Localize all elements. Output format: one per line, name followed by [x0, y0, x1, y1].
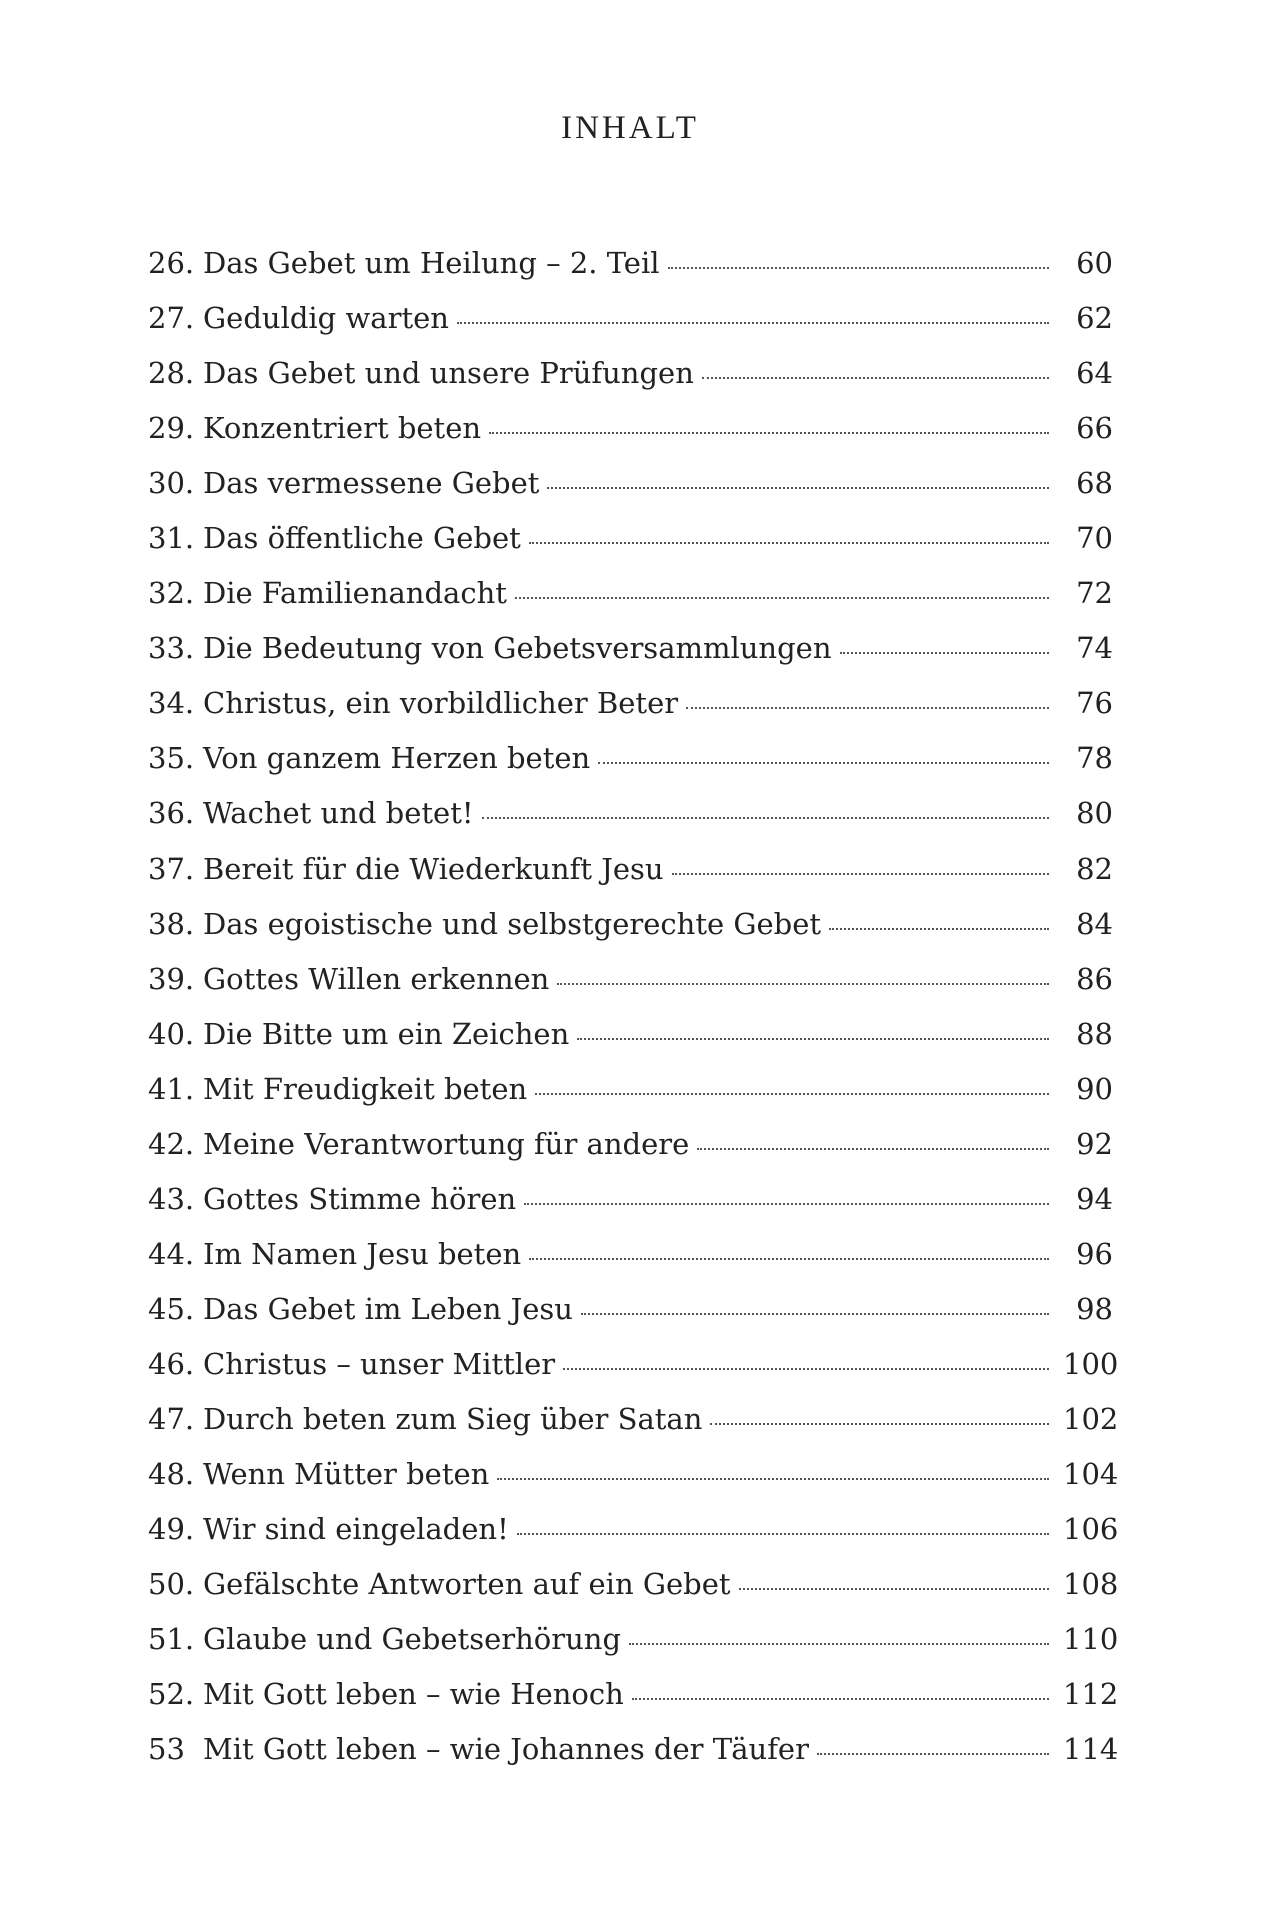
- toc-entry-title: Wenn Mütter beten: [203, 1457, 490, 1492]
- toc-dot-leader: [535, 1093, 1049, 1095]
- toc-entry-title: Die Bedeutung von Gebetsversammlungen: [203, 631, 832, 666]
- toc-entry-page-number: 92: [1076, 1126, 1113, 1161]
- toc-entry-number: 31.: [148, 521, 195, 556]
- toc-entry: [148, 1674, 1119, 1729]
- toc-entry-page-number: 108: [1063, 1567, 1119, 1602]
- toc-dot-leader: [697, 1148, 1049, 1150]
- toc-dot-leader: [489, 432, 1049, 434]
- toc-entry: [148, 353, 1113, 408]
- toc-entry: [148, 408, 1113, 463]
- toc-entry-title: Wir sind eingeladen!: [203, 1512, 509, 1547]
- toc-dot-leader: [529, 542, 1049, 544]
- toc-entry-title: Das öffentliche Gebet: [203, 521, 521, 556]
- toc-entry-page-number: 78: [1076, 741, 1113, 776]
- toc-entry-page-number: 112: [1063, 1677, 1119, 1712]
- toc-entry-number: 49.: [148, 1512, 195, 1547]
- toc-entry-number: 28.: [148, 356, 195, 391]
- toc-entry-title: Gottes Willen erkennen: [203, 961, 550, 996]
- toc-entry-number: 38.: [148, 906, 195, 941]
- toc-entry-title: Von ganzem Herzen beten: [203, 741, 591, 776]
- toc-entry-page-number: 76: [1076, 686, 1113, 721]
- toc-entry-page-number: 84: [1076, 906, 1113, 941]
- toc-entry-page-number: 90: [1076, 1071, 1113, 1106]
- toc-entry-title: Christus, ein vorbildlicher Beter: [203, 686, 679, 721]
- toc-dot-leader: [517, 1533, 1049, 1535]
- toc-entry: [148, 1399, 1119, 1454]
- toc-entry-title: Mit Gott leben – wie Johannes der Täufer: [203, 1732, 809, 1767]
- toc-entry: [148, 243, 1113, 298]
- toc-dot-leader: [515, 597, 1049, 599]
- toc-entry: [148, 1069, 1113, 1124]
- toc-entry-title: Wachet und betet!: [203, 796, 474, 831]
- toc-entry-page-number: 86: [1076, 961, 1113, 996]
- toc-dot-leader: [668, 267, 1049, 269]
- toc-entry-page-number: 64: [1076, 356, 1113, 391]
- toc-entry-page-number: 94: [1076, 1181, 1113, 1216]
- toc-entry-title: Das egoistische und selbstgerechte Gebet: [203, 906, 822, 941]
- toc-entry-title: Das Gebet im Leben Jesu: [203, 1291, 573, 1326]
- toc-entry-page-number: 96: [1076, 1236, 1113, 1271]
- toc-entry-title: Die Familienandacht: [203, 576, 507, 611]
- toc-entry: [148, 1289, 1113, 1344]
- toc-entry-number: 50.: [148, 1567, 195, 1602]
- toc-entry: [148, 1234, 1113, 1289]
- toc-entry-number: 30.: [148, 466, 195, 501]
- toc-entry-page-number: 98: [1076, 1291, 1113, 1326]
- toc-entry-number: 39.: [148, 961, 195, 996]
- toc-dot-leader: [457, 322, 1049, 324]
- toc-entry-number: 34.: [148, 686, 195, 721]
- toc-entry-title: Gefälschte Antworten auf ein Gebet: [203, 1567, 731, 1602]
- toc-entry: [148, 793, 1113, 848]
- toc-entry-number: 33.: [148, 631, 195, 666]
- toc-entry-number: 46.: [148, 1346, 195, 1381]
- toc-entry-title: Das Gebet um Heilung – 2. Teil: [203, 246, 660, 280]
- toc-entry-title: Geduldig warten: [203, 301, 449, 336]
- toc-entry-title: Durch beten zum Sieg über Satan: [203, 1401, 703, 1436]
- toc-entry-number: 48.: [148, 1457, 195, 1492]
- toc-entry-title: Bereit für die Wiederkunft Jesu: [203, 851, 664, 886]
- toc-dot-leader: [829, 928, 1049, 930]
- toc-entry-number: 32.: [148, 576, 195, 611]
- toc-entry-page-number: 60: [1076, 246, 1113, 280]
- toc-entry-page-number: 62: [1076, 301, 1113, 336]
- toc-entry: [148, 298, 1113, 353]
- toc-entry: [148, 1344, 1119, 1399]
- toc-entry-page-number: 102: [1063, 1401, 1119, 1436]
- toc-entry-page-number: 66: [1076, 411, 1113, 446]
- toc-entry-page-number: 106: [1063, 1512, 1119, 1547]
- toc-entry: [148, 1454, 1119, 1509]
- toc-entry-number: 51.: [148, 1622, 195, 1657]
- toc-entry-page-number: 110: [1063, 1622, 1119, 1657]
- toc-entry-page-number: 68: [1076, 466, 1113, 501]
- toc-entry-page-number: 104: [1063, 1457, 1119, 1492]
- toc-entry: [148, 463, 1113, 518]
- toc-dot-leader: [739, 1588, 1049, 1590]
- toc-entry-number: 42.: [148, 1126, 195, 1161]
- toc-entry-title: Glaube und Gebetserhörung: [203, 1622, 622, 1657]
- toc-dot-leader: [577, 1038, 1049, 1040]
- toc-entry: [148, 518, 1113, 573]
- toc-entry: [148, 1014, 1113, 1069]
- toc-entry: [148, 1564, 1119, 1619]
- toc-entry-number: 27.: [148, 301, 195, 336]
- toc-entry: [148, 849, 1113, 904]
- toc-entry-page-number: 114: [1063, 1732, 1119, 1767]
- toc-dot-leader: [482, 817, 1049, 819]
- toc-dot-leader: [547, 487, 1049, 489]
- toc-dot-leader: [598, 762, 1049, 764]
- toc-dot-leader: [702, 377, 1049, 379]
- toc-entry-page-number: 70: [1076, 521, 1113, 556]
- toc-entry: [148, 1509, 1119, 1564]
- toc-entry-number: 41.: [148, 1071, 195, 1106]
- toc-entry-number: 43.: [148, 1181, 195, 1216]
- toc-entry-page-number: 88: [1076, 1016, 1113, 1051]
- toc-entry: [148, 904, 1113, 959]
- toc-entry-number: 44.: [148, 1236, 195, 1271]
- toc-entry-title: Konzentriert beten: [203, 411, 482, 446]
- toc-entry-title: Das Gebet und unsere Prüfungen: [203, 356, 694, 391]
- toc-entry-title: Das vermessene Gebet: [203, 466, 540, 501]
- page-title: INHALT: [561, 110, 699, 146]
- toc-entry-title: Mit Gott leben – wie Henoch: [203, 1677, 624, 1712]
- toc-dot-leader: [672, 873, 1049, 875]
- toc-entry: [148, 1179, 1113, 1234]
- table-of-contents: [148, 243, 1119, 1784]
- toc-dot-leader: [557, 983, 1049, 985]
- toc-entry: [148, 959, 1113, 1014]
- toc-entry-page-number: 72: [1076, 576, 1113, 611]
- toc-entry-title: Christus – unser Mittler: [203, 1346, 556, 1381]
- toc-dot-leader: [563, 1368, 1049, 1370]
- toc-dot-leader: [686, 707, 1049, 709]
- toc-entry-title: Meine Verantwortung für andere: [203, 1126, 690, 1161]
- toc-dot-leader: [817, 1753, 1049, 1755]
- toc-dot-leader: [581, 1313, 1049, 1315]
- toc-entry: [148, 1619, 1119, 1674]
- toc-entry-title: Gottes Stimme hören: [203, 1181, 517, 1216]
- toc-entry: [148, 683, 1113, 738]
- toc-entry-page-number: 82: [1076, 851, 1113, 886]
- toc-entry-number: 40.: [148, 1016, 195, 1051]
- toc-entry-number: 37.: [148, 851, 195, 886]
- toc-dot-leader: [632, 1698, 1049, 1700]
- toc-dot-leader: [710, 1423, 1049, 1425]
- toc-entry-number: 35.: [148, 741, 195, 776]
- toc-entry: [148, 573, 1113, 628]
- toc-entry-page-number: 100: [1063, 1346, 1119, 1381]
- toc-dot-leader: [497, 1478, 1049, 1480]
- toc-dot-leader: [629, 1643, 1049, 1645]
- toc-entry-number: 47.: [148, 1401, 195, 1436]
- toc-entry: [148, 1729, 1119, 1784]
- toc-entry-title: Im Namen Jesu beten: [203, 1236, 522, 1271]
- toc-dot-leader: [524, 1203, 1049, 1205]
- toc-entry-number: 36.: [148, 796, 195, 831]
- toc-entry-number: 45.: [148, 1291, 195, 1326]
- toc-entry-number: 52.: [148, 1677, 195, 1712]
- toc-entry: [148, 1124, 1113, 1179]
- toc-entry-page-number: 74: [1076, 631, 1113, 666]
- toc-dot-leader: [529, 1258, 1049, 1260]
- toc-entry: [148, 628, 1113, 683]
- toc-entry: [148, 738, 1113, 793]
- toc-entry-number: 26.: [148, 246, 195, 280]
- toc-entry-title: Mit Freudigkeit beten: [203, 1071, 528, 1106]
- toc-dot-leader: [840, 652, 1049, 654]
- toc-entry-title: Die Bitte um ein Zeichen: [203, 1016, 570, 1051]
- toc-entry-page-number: 80: [1076, 796, 1113, 831]
- toc-entry-number: 29.: [148, 411, 195, 446]
- toc-entry-number: 53: [148, 1732, 185, 1767]
